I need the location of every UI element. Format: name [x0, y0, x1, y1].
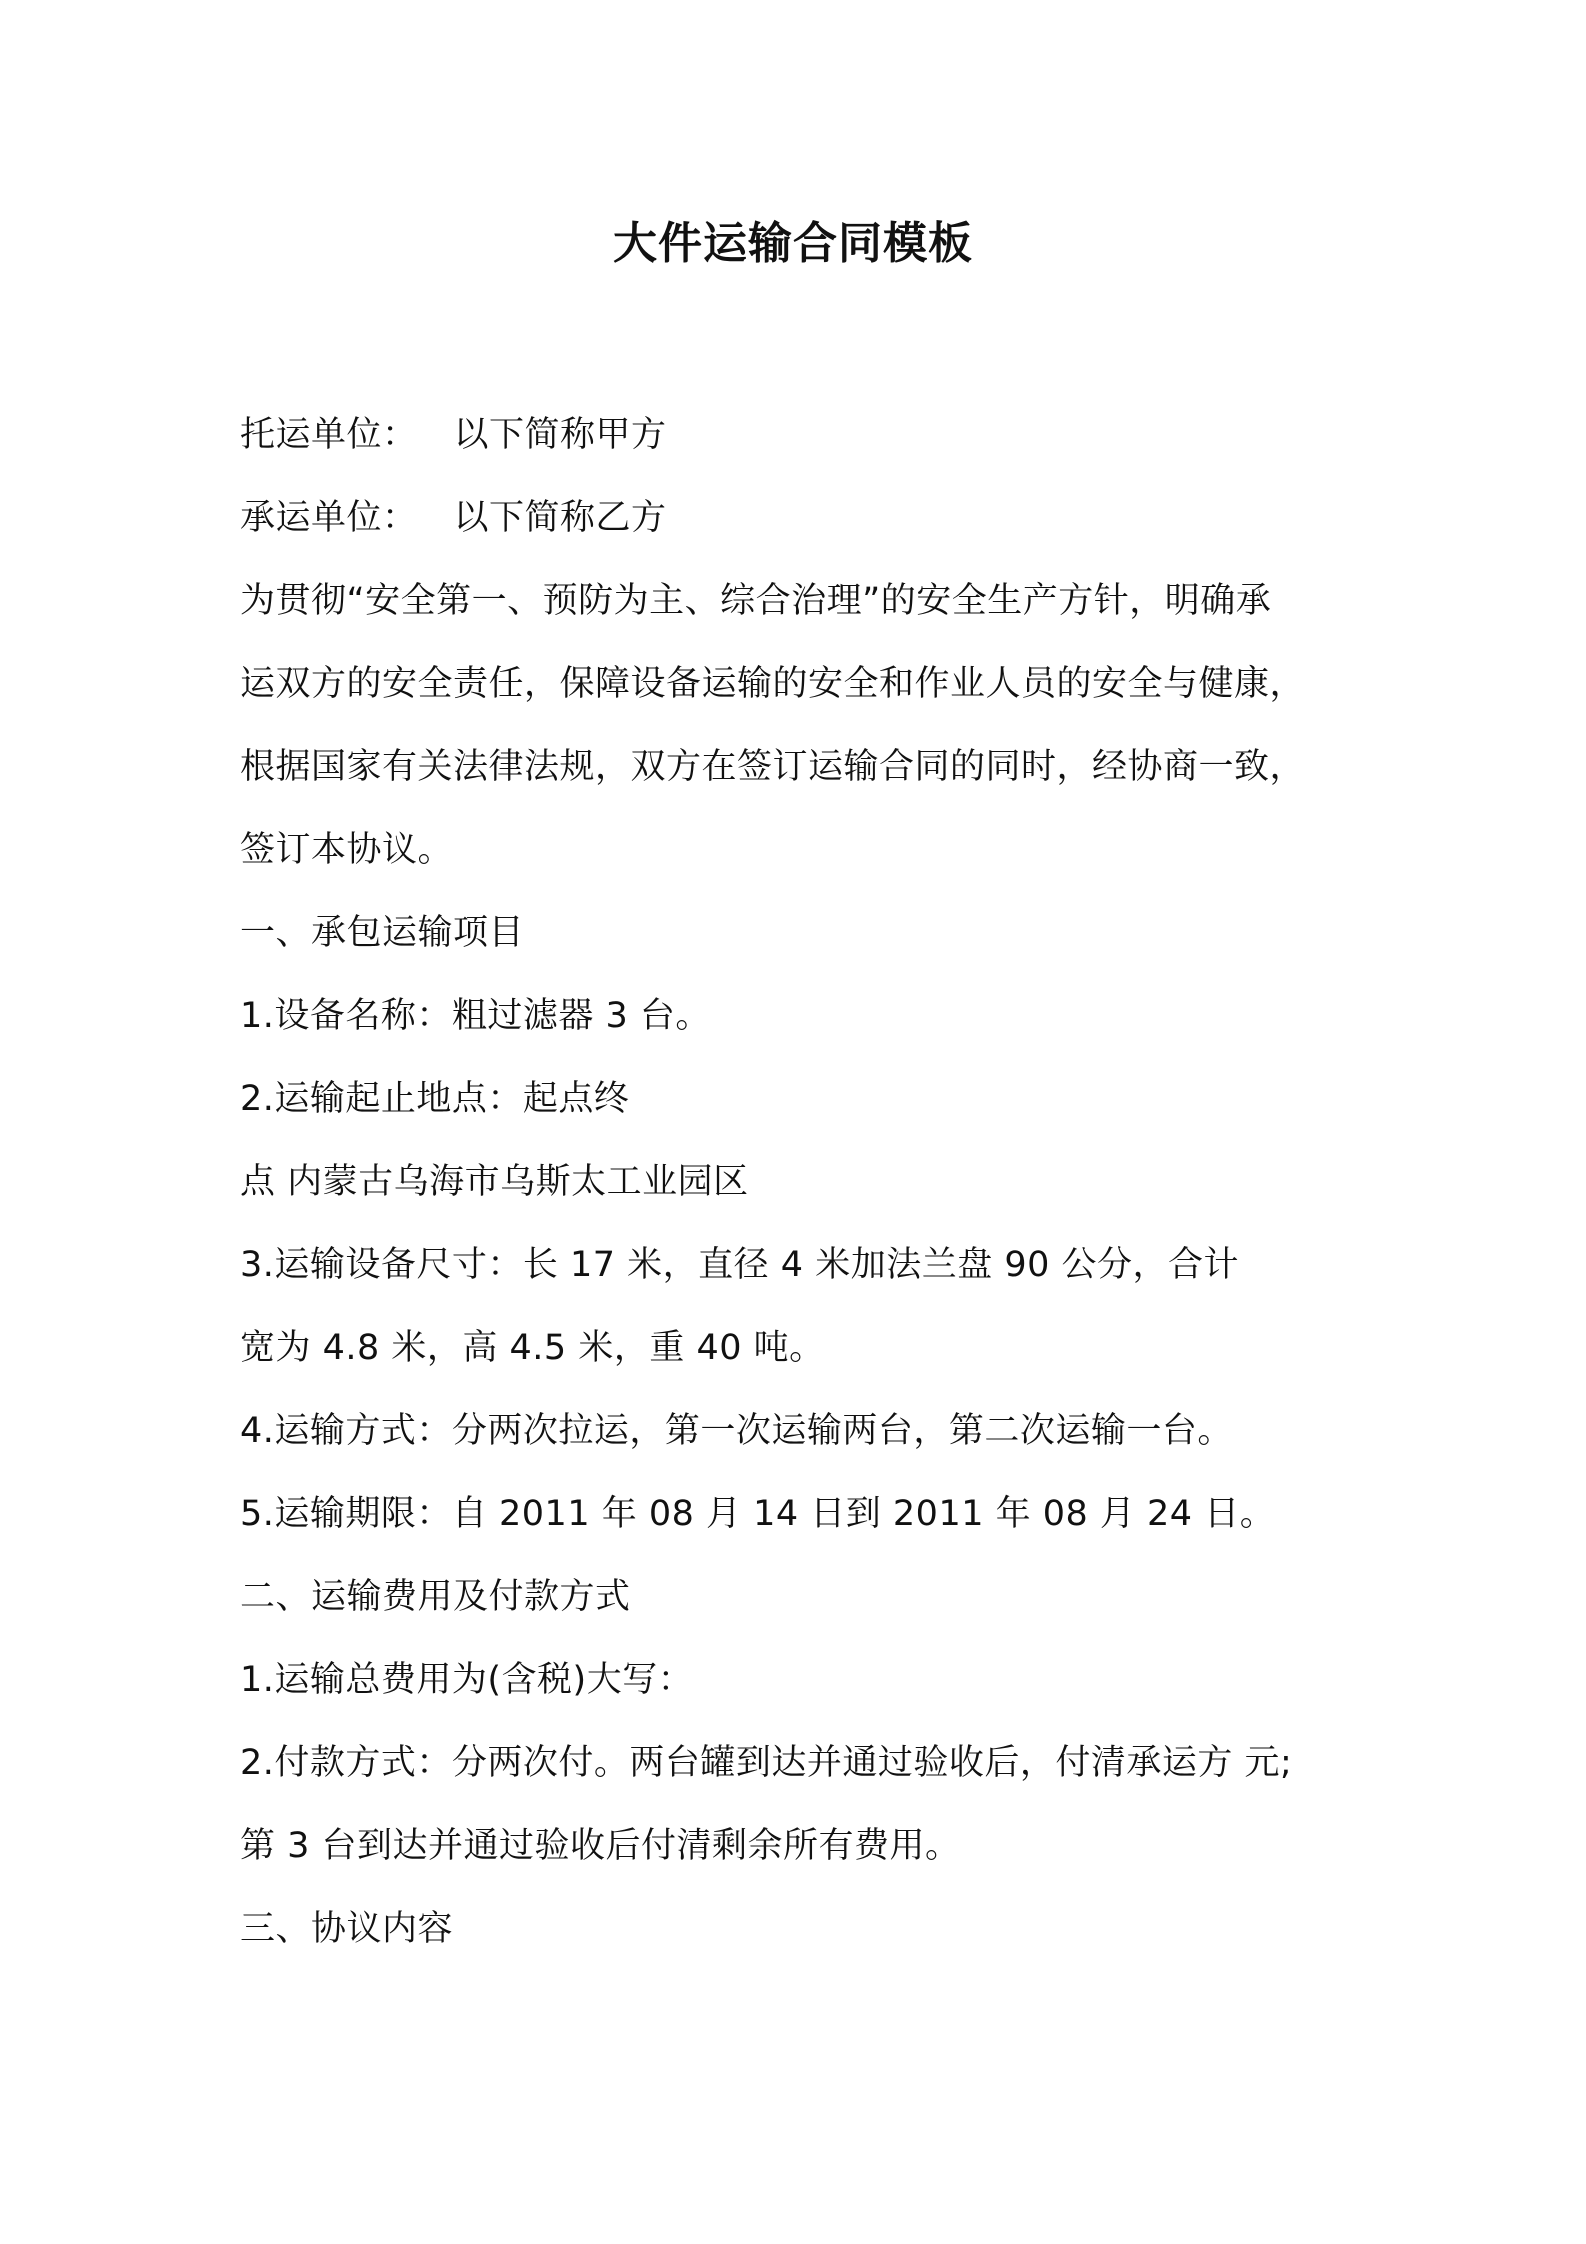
clause-line: 宽为 4.8 米，高 4.5 米，重 40 吨。: [240, 1328, 825, 1368]
clause-line: 4.运输方式：分两次拉运，第一次运输两台，第二次运输一台。: [240, 1411, 1233, 1451]
document-title: 大件运输合同模板: [613, 218, 973, 269]
clause-line: 1.设备名称：粗过滤器 3 台。: [240, 996, 711, 1036]
clause-line: 3.运输设备尺寸：长 17 米，直径 4 米加法兰盘 90 公分，合计: [240, 1245, 1239, 1285]
section-heading: 一、承包运输项目: [240, 913, 525, 953]
clause-line: 5.运输期限：自 2011 年 08 月 14 日到 2011 年 08 月 24 日。: [240, 1494, 1276, 1534]
shipper-value: 以下简称甲方: [453, 415, 667, 455]
section-heading: 二、运输费用及付款方式: [240, 1577, 631, 1617]
preamble-line: 签订本协议。: [240, 830, 454, 870]
clause-line: 2.运输起止地点：起点终: [240, 1079, 630, 1119]
carrier-line: [240, 488, 1360, 571]
clause-line: 2.付款方式：分两次付。两台罐到达并通过验收后，付清承运方 元;: [240, 1743, 1293, 1783]
carrier-value: 以下简称乙方: [453, 498, 667, 538]
shipper-label: 托运单位：: [240, 415, 418, 455]
carrier-label: 承运单位：: [240, 498, 418, 538]
preamble-line: 为贯彻“安全第一、预防为主、综合治理”的安全生产方针，明确承: [240, 581, 1272, 621]
clause-line: 第 3 台到达并通过验收后付清剩余所有费用。: [240, 1826, 961, 1866]
document-body: [240, 405, 1360, 1982]
section-heading: 三、协议内容: [240, 1909, 454, 1949]
clause-line: 1.运输总费用为(含税)大写：: [240, 1660, 694, 1700]
clause-line: 点 内蒙古乌海市乌斯太工业园区: [240, 1162, 749, 1202]
preamble-line: 运双方的安全责任，保障设备运输的安全和作业人员的安全与健康，: [240, 664, 1306, 704]
preamble-line: 根据国家有关法律法规，双方在签订运输合同的同时，经协商一致，: [240, 747, 1306, 787]
shipper-line: [240, 405, 1360, 488]
